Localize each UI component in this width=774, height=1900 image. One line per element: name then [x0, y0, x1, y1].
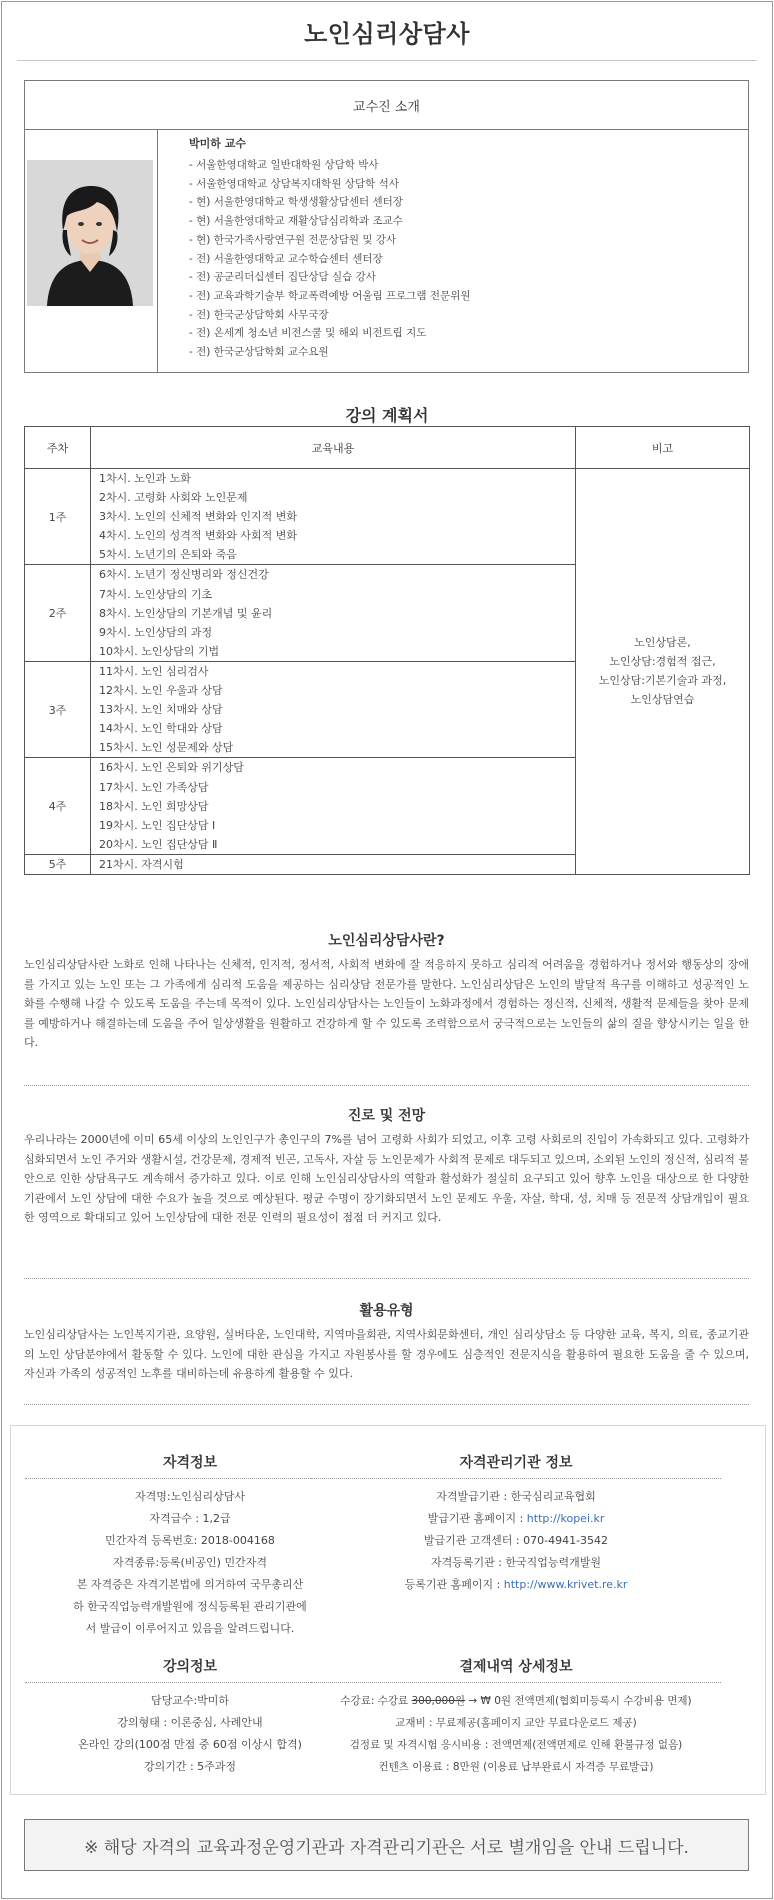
- cert-info-line: 본 자격증은 자격기본법에 의거하여 국무총리산: [76, 1578, 304, 1591]
- career-item: - 현) 한국가족사랑연구원 전문상담원 및 강사: [189, 233, 397, 246]
- lesson-item: 11차시. 노인 심리검사: [99, 664, 209, 678]
- lesson-item: 14차시. 노인 학대와 상담: [99, 722, 223, 736]
- lecture-info: [25, 1656, 355, 1778]
- lesson-item: 20차시. 노인 집단상담 Ⅱ: [99, 837, 218, 851]
- professor-photo: [27, 160, 153, 306]
- issuer-phone-line: 발급기관 고객센터 : 070-4941-3542: [423, 1534, 609, 1547]
- lesson-item: 21차시. 자격시험: [99, 857, 184, 871]
- fee-original: 300,000원: [411, 1695, 466, 1707]
- photo-cell: [25, 130, 158, 372]
- cert-info: [25, 1452, 355, 1640]
- info-box: [10, 1425, 766, 1795]
- lecture-info-title: 강의정보: [25, 1656, 355, 1683]
- remark-line: 노인상담:경험적 접근,: [609, 655, 716, 669]
- lecture-info-line: 강의형태 : 이론중심, 사례안내: [117, 1716, 263, 1729]
- issuer-home-link[interactable]: http://kopei.kr: [526, 1512, 605, 1525]
- career-item: - 현) 서울한영대학교 학생생활상담센터 센터장: [189, 196, 403, 209]
- page-title: 노인심리상담사: [304, 20, 470, 48]
- lessons-cell: [91, 565, 576, 661]
- registrar-home-label: 등록기관 홈페이지 :: [404, 1578, 504, 1591]
- lecture-info-line: 담당교수:박미하: [150, 1694, 230, 1707]
- cert-info-title: 자격정보: [25, 1452, 355, 1479]
- outlook-title: 진로 및 전망: [347, 1108, 426, 1124]
- about-body: 노인심리상담사란 노화로 인해 나타나는 신체적, 인지적, 정서적, 사회적 변화에 잘 적응하지 못하고 심리적 어려움을 경험하거나 정서와 행동상의 장애를 가지고 있는 노인 또는 그 가족에게 심리적 도움을 제공하는 심리상담 전문가를 말한다. 노인심리상담은 노인의 발달적 욕구를 이해하고 성공적인 노화를 수행해 나갈 수 있도록 도움을 주는데 목적이 있다. 노인심리상담사는 노인들이 노화과정에서 경험하는 정신적, 신체적, 생활적 문제들을 찾아 문제를 예방하거나 해결하는데 도움을 주어 일상생활을 원활하고 건강하게 할 수 있도록 조력함으로서 궁극적으로는 노인들의 삶의 질을 향상시키는 일을 한다.: [24, 958, 749, 1049]
- remark-cell: [576, 469, 750, 875]
- lesson-item: 16차시. 노인 은퇴와 위기상담: [99, 761, 244, 775]
- usage-title: 활용유형: [359, 1303, 414, 1319]
- lesson-item: 9차시. 노인상담의 과정: [99, 625, 213, 639]
- lessons-cell: [91, 469, 576, 565]
- lesson-item: 7차시. 노인상담의 기초: [99, 587, 213, 601]
- lesson-item: 12차시. 노인 우울과 상담: [99, 684, 223, 698]
- fee-prefix: 수강료: 수강료: [340, 1695, 412, 1707]
- professor-profile: [24, 80, 749, 373]
- lesson-item: 1차시. 노인과 노화: [99, 472, 191, 485]
- career-item: - 전) 서울한영대학교 교수학습센터 센터장: [189, 252, 383, 265]
- section-divider: [24, 1085, 749, 1086]
- lesson-item: 19차시. 노인 집단상담 Ⅰ: [99, 818, 216, 832]
- agency-info: [311, 1452, 721, 1596]
- issuer-home-line: [311, 1508, 721, 1530]
- table-row: [25, 469, 750, 565]
- schedule-title: 강의 계획서: [345, 406, 429, 425]
- lesson-item: 18차시. 노인 희망상담: [99, 799, 209, 813]
- professor-name: 박미하 교수: [189, 137, 246, 150]
- notice-banner: ※ 해당 자격의 교육과정운영기관과 자격관리기관은 서로 별개임을 안내 드립니다.: [24, 1819, 749, 1871]
- outlook-body: 우리나라는 2000년에 이미 65세 이상의 노인인구가 총인구의 7%를 넘어 고령화 사회가 되었고, 이후 고령 사회로의 진입이 가속화되고 있다. 고령화가 심화되면서 노인 주거와 생활시설, 건강문제, 경제적 빈곤, 고독사, 자살 등 노인문제가 사회적 문제로 대두되고 있으며, 소외된 노인의 정신적, 심리적 불안으로 인한 상담욕구도 계속해서 증가하고 있다. 이로 인해 노인심리상담사의 역할과 활성화가 절실히 요구되고 있어 향후 노인을 대상으로 한 다양한 기관에서 노인 상담에 대한 수요가 높을 것으로 예상된다. 평균 수명이 장기화되면서 노인 문제도 우울, 자살, 학대, 성, 치매 등 전문적 상담개입이 필요한 영역으로 확대되고 있어 노인상담에 대한 전문 인력의 필요성이 점점 더 커지고 있다.: [24, 1133, 749, 1224]
- lessons-cell: [91, 661, 576, 757]
- week-cell: 2주: [25, 565, 91, 661]
- usage-body: 노인심리상담사는 노인복지기관, 요양원, 실버타운, 노인대학, 지역마을회관, 지역사회문화센터, 개인 심리상담소 등 다양한 교육, 복지, 의료, 종교기관의 노인 상담분야에서 활동할 수 있다. 노인에 대한 관심을 가지고 자원봉사를 할 경우에도 심층적인 전문지식을 활용하여 필요한 도움을 줄 수 있으며, 자신과 가족의 성공적인 노후를 대비하는데 유용하게 활용할 수 있다.: [24, 1328, 749, 1380]
- lesson-item: 17차시. 노인 가족상담: [99, 780, 209, 794]
- issuer-line: 자격발급기관 : 한국심리교육협회: [436, 1490, 596, 1503]
- lessons-cell: [91, 758, 576, 854]
- career-item: - 서울한영대학교 상담복지대학원 상담학 석사: [189, 177, 399, 190]
- title-divider: [17, 60, 757, 61]
- career-item: - 전) 한국군상담학회 사무국장: [189, 308, 329, 321]
- lesson-item: 4차시. 노인의 성격적 변화와 사회적 변화: [99, 529, 297, 543]
- lecture-info-line: 강의기간 : 5주과정: [143, 1760, 237, 1773]
- remark-line: 노인상담:기본기술과 과정,: [598, 674, 727, 688]
- fee-suffix: → ₩ 0원 전액면제(협회미등록시 수강비용 면제): [465, 1695, 692, 1707]
- about-section: [24, 930, 749, 1053]
- profile-header: 교수진 소개: [25, 81, 748, 130]
- cert-info-line: 서 발급이 이루어지고 있음을 알려드립니다.: [85, 1622, 295, 1635]
- agency-info-title: 자격관리기관 정보: [311, 1452, 721, 1479]
- career-item: - 전) 한국군상담학회 교수요원: [189, 346, 329, 359]
- cert-info-line: 하 한국직업능력개발원에 정식등록된 관리기관에: [73, 1600, 307, 1613]
- lesson-item: 13차시. 노인 치매와 상담: [99, 703, 223, 717]
- cert-info-line: 자격종류:등록(비공인) 민간자격: [113, 1556, 267, 1569]
- lesson-item: 10차시. 노인상담의 기법: [99, 644, 220, 658]
- header-week: 주차: [25, 427, 91, 469]
- usage-section: [24, 1300, 749, 1384]
- lesson-item: 5차시. 노년기의 은퇴와 죽음: [99, 548, 237, 562]
- payment-info: [311, 1656, 721, 1778]
- registrar-home-link[interactable]: http://www.krivet.re.kr: [503, 1578, 628, 1591]
- payment-line: 검정료 및 자격시험 응시비용 : 전액면제(전액면제로 인해 환불규정 없음): [349, 1739, 683, 1751]
- lecture-info-line: 온라인 강의(100점 만점 중 60점 이상시 합격): [78, 1738, 302, 1751]
- remark-line: 노인상담론,: [634, 636, 691, 650]
- header-remark: 비고: [576, 427, 750, 469]
- section-divider: [24, 1404, 749, 1405]
- header-content: 교육내용: [91, 427, 576, 469]
- career-item: - 서울한영대학교 일반대학원 상담학 박사: [189, 159, 379, 171]
- cert-info-line: 자격급수 : 1,2급: [149, 1512, 231, 1525]
- issuer-home-label: 발급기관 홈페이지 :: [427, 1512, 527, 1525]
- section-divider: [24, 1278, 749, 1279]
- lesson-item: 2차시. 고령화 사회와 노인문제: [99, 491, 248, 505]
- fee-line: [311, 1690, 721, 1712]
- payment-info-title: 결제내역 상세정보: [311, 1656, 721, 1683]
- week-cell: 5주: [25, 854, 91, 874]
- week-cell: 4주: [25, 758, 91, 854]
- lesson-item: 8차시. 노인상담의 기본개념 및 윤리: [99, 606, 273, 620]
- payment-line: 컨텐츠 이용료 : 8만원 (이용료 납부완료시 자격증 무료발급): [378, 1761, 654, 1773]
- career-item: - 전) 교육과학기술부 학교폭력예방 어울림 프로그램 전문위원: [189, 289, 471, 302]
- lessons-cell: [91, 854, 576, 874]
- outlook-section: [24, 1105, 749, 1228]
- cert-info-line: 민간자격 등록번호: 2018-004168: [105, 1534, 275, 1547]
- career-item: - 전) 공군리더십센터 집단상담 실습 강사: [189, 271, 376, 284]
- registrar-line: 자격등록기관 : 한국직업능력개발원: [430, 1556, 602, 1569]
- lesson-item: 3차시. 노인의 신체적 변화와 인지적 변화: [99, 510, 297, 524]
- career-item: - 현) 서울한영대학교 재활상담심리학과 조교수: [189, 215, 403, 228]
- payment-line: 교재비 : 무료제공(홈페이지 교안 무료다운로드 제공): [395, 1717, 637, 1729]
- week-cell: 3주: [25, 661, 91, 757]
- professor-bio: [158, 130, 471, 372]
- week-cell: 1주: [25, 469, 91, 565]
- lesson-item: 6차시. 노년기 정신병리와 정신건강: [99, 568, 269, 582]
- registrar-home-line: [311, 1574, 721, 1596]
- remark-line: 노인상담연습: [630, 693, 695, 707]
- lesson-item: 15차시. 노인 성문제와 상담: [99, 741, 234, 755]
- schedule-table: [24, 426, 750, 875]
- career-item: - 전) 온세계 청소년 비전스쿨 및 해외 비전트립 지도: [189, 327, 427, 340]
- cert-info-line: 자격명:노인심리상담사: [135, 1490, 245, 1503]
- about-title: 노인심리상담사란?: [328, 933, 445, 949]
